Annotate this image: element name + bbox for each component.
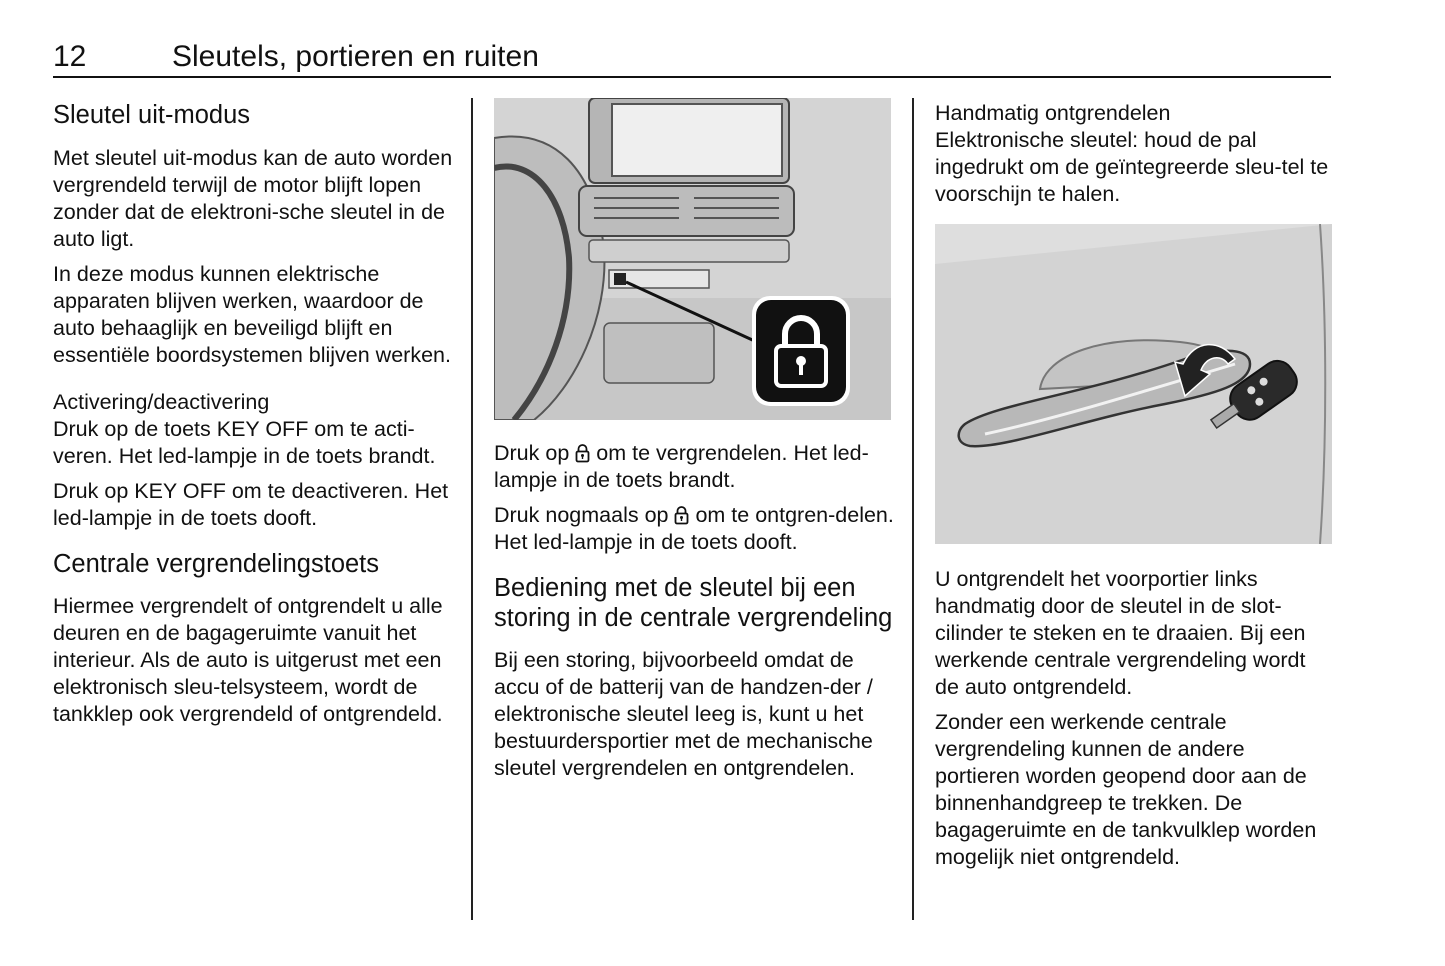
lock-text-after: om te vergrendelen. Het led-lampje in de toets brandt.: [494, 441, 869, 492]
paragraph-unlock: [494, 502, 894, 556]
paragraph-central-lock: Hiermee vergrendelt of ontgrendelt u alle deuren en de bagageruimte vanuit het interieur. Als de auto is uitgerust met een elektronisch sleu-telsysteem, wordt de tankklep ook vergrendeld of ontgrendeld.: [53, 594, 443, 726]
door-handle-key-illustration: [935, 224, 1332, 544]
paragraph-deactivate: Druk op KEY OFF om te deactiveren. Het led-lampje in de toets dooft.: [53, 478, 449, 530]
paragraph-key-off-mode: In deze modus kunnen elektrische apparaten blijven werken, waardoor de auto behaaglijk en beveiligd blijft en essentiële boordsystemen blijven werken.: [53, 261, 451, 367]
paragraph-activate: Druk op de toets KEY OFF om te acti-veren. Het led-lampje in de toets brandt.: [53, 416, 436, 468]
column-divider-2: [912, 98, 914, 920]
paragraph-key-off-intro: Met sleutel uit-modus kan de auto worden vergrendeld terwijl de motor blijft lopen zonder dat de elektroni-sche sleutel in de auto ligt.: [53, 145, 453, 251]
heading-manual-unlock: Handmatig ontgrendelen: [935, 101, 1171, 125]
paragraph-lock: [494, 440, 894, 494]
page-number: 12: [53, 40, 87, 73]
lock-icon: [575, 443, 590, 463]
heading-key-operation: Bediening met de sleutel bij een storing in de centrale vergrendeling: [494, 574, 893, 632]
column-divider-1: [471, 98, 473, 920]
section-title: Sleutels, portieren en ruiten: [172, 40, 539, 73]
column-2: [494, 98, 894, 782]
lock-icon: [674, 505, 689, 525]
paragraph-without-central-lock: Zonder een werkende centrale vergrendeling kunnen de andere portieren worden geopend door aan de binnenhandgreep te trekken. De bagageruimte en de tankvulklep worden mogelijk niet ontgrendeld.: [935, 710, 1317, 869]
heading-central-lock-button: Centrale vergrendelingstoets: [53, 549, 380, 578]
header-rule: [53, 76, 1331, 78]
column-1: [53, 98, 453, 728]
paragraph-electronic-key: Elektronische sleutel: houd de pal ingedrukt om de geïntegreerde sleu-tel te voorschijn te halen.: [935, 128, 1329, 206]
unlock-text-before: Druk nogmaals op: [494, 503, 669, 527]
column-3: [935, 98, 1335, 871]
dashboard-illustration: [494, 98, 891, 420]
heading-activation: Activering/deactivering: [53, 389, 270, 414]
lock-text-before: Druk op: [494, 441, 570, 465]
heading-key-off-mode: Sleutel uit-modus: [53, 101, 251, 129]
unlock-text-after: om te ontgren-delen. Het led-lampje in de toets dooft.: [494, 503, 894, 554]
paragraph-manual-unlock: U ontgrendelt het voorportier links handmatig door de sleutel in de slot-cilinder te steken en te draaien. Bij een werkende centrale vergrendeling wordt de auto ontgrendeld.: [935, 567, 1306, 699]
paragraph-key-operation: Bij een storing, bijvoorbeeld omdat de accu of de batterij van de handzen-der / elektronische sleutel leeg is, kunt u het bestuurdersportier met de mechanische sleutel vergrendelen en ontgrendelen.: [494, 648, 873, 780]
